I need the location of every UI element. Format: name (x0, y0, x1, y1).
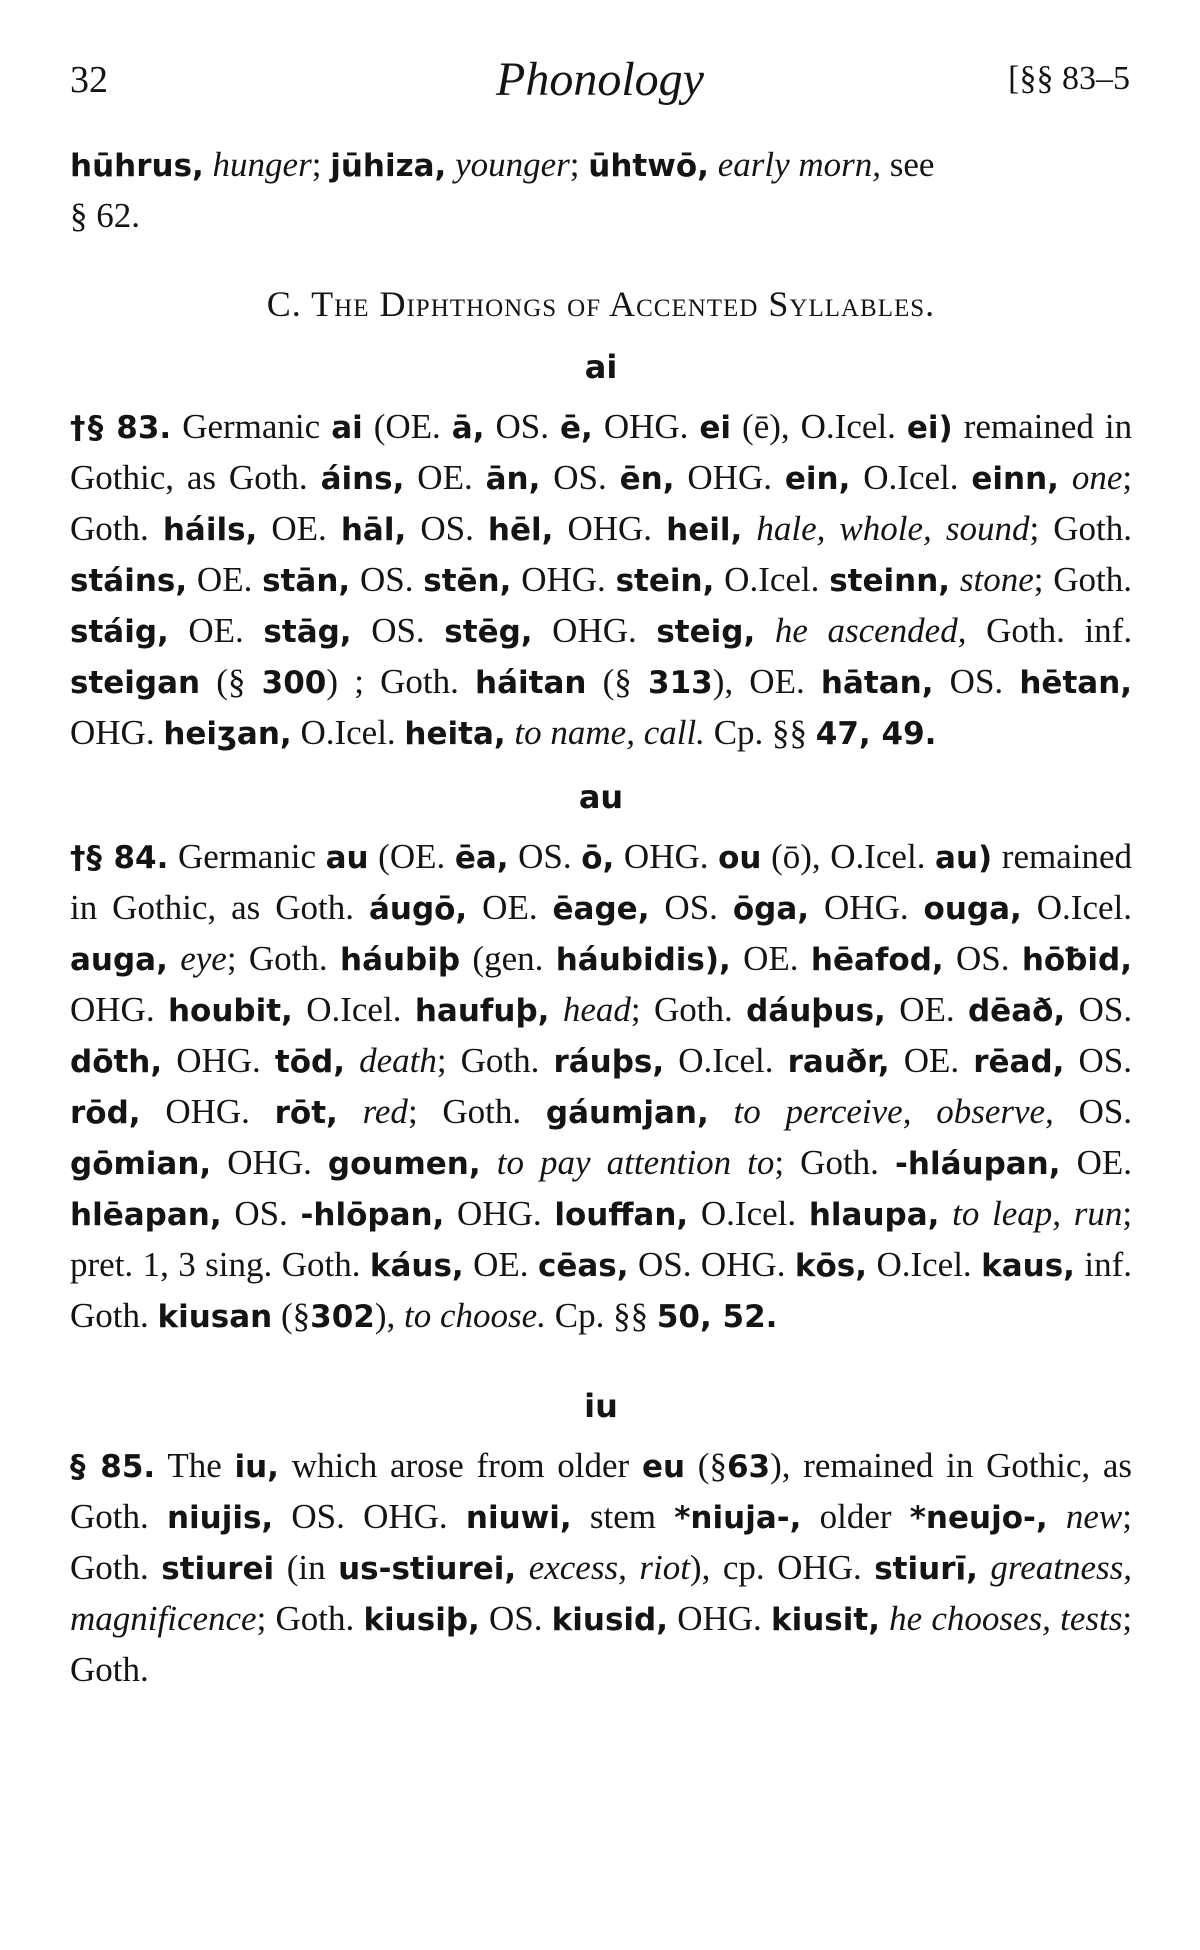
text-run: ; Goth. (774, 1143, 879, 1182)
section-range: [§§ 83–5 (1008, 60, 1130, 97)
text-run: inf. (1084, 611, 1133, 650)
bold-word: ou (718, 840, 762, 876)
italic-gloss: younger (455, 145, 570, 184)
bold-word: kiusid, (551, 1602, 669, 1638)
bold-word: stáins, (70, 563, 188, 599)
text-run: older (819, 1497, 892, 1536)
text-run: Cp. (713, 713, 764, 752)
bold-word: louffan, (554, 1197, 689, 1233)
text-run: OHG. (677, 1599, 762, 1638)
text-run: OHG. (623, 837, 709, 876)
bold-word: ē, (560, 410, 593, 446)
text-run: OE. (1076, 1143, 1133, 1182)
bold-word: háubidis), (555, 942, 731, 978)
text-run: OHG. (552, 611, 637, 650)
bold-word: heil, (666, 512, 743, 548)
bold-word: tōd, (274, 1044, 345, 1080)
bold-word: dēað, (967, 993, 1066, 1029)
italic-gloss: he chooses, tests (889, 1599, 1123, 1638)
bold-word: stān, (262, 563, 351, 599)
text-run: OHG. (70, 713, 155, 752)
bold-word: einn, (971, 461, 1059, 497)
text-run: ; Goth. (407, 1092, 522, 1131)
text-run: OS. (664, 888, 718, 927)
text-run: OS. (553, 458, 607, 497)
bold-word: ēage, (552, 891, 650, 927)
paragraph-83 (70, 402, 1132, 759)
bold-word: goumen, (327, 1146, 481, 1182)
bold-word: kaus, (981, 1248, 1075, 1284)
text-run: O.Icel. (300, 713, 396, 752)
bold-word: ūhtwō, (588, 148, 709, 184)
text-run: (in (286, 1548, 326, 1587)
running-title: Phonology (496, 53, 704, 106)
text-run: Germanic (178, 837, 316, 876)
bold-word: ēn, (619, 461, 675, 497)
bold-word: gōmian, (70, 1146, 212, 1182)
italic-gloss: greatness, magnificence (70, 1548, 1133, 1638)
text-run: OE. (417, 458, 473, 497)
bold-word: háils, (162, 512, 258, 548)
body-text (70, 140, 1132, 1694)
text-run: OHG. (70, 990, 155, 1029)
bold-word: ei (699, 410, 732, 446)
bold-word: 50, 52. (656, 1299, 778, 1335)
text-run: OE. (903, 1041, 960, 1080)
text-run: OS. OHG. (637, 1245, 786, 1284)
text-run: OS. (1078, 1092, 1133, 1131)
italic-gloss: eye (180, 939, 227, 978)
bold-word: stiurī, (874, 1551, 978, 1587)
bold-word: rauðr, (787, 1044, 890, 1080)
bold-word: *niuja-, (674, 1500, 802, 1536)
text-run: ; (311, 145, 322, 184)
text-run: OS. (1078, 1041, 1132, 1080)
text-run: (§ (216, 662, 246, 701)
text-run: OS. (495, 407, 549, 446)
text-run: OS. (518, 837, 572, 876)
bold-word: niujis, (166, 1500, 274, 1536)
text-run: O.Icel. (876, 1245, 972, 1284)
bold-word: stiurei (161, 1551, 275, 1587)
bold-word: houbit, (167, 993, 293, 1029)
bold-word: 47, 49. (815, 716, 937, 752)
page-number: 32 (70, 59, 108, 101)
bold-word: iu, (234, 1449, 279, 1485)
italic-gloss: to pay attention to (496, 1143, 775, 1182)
text-run: §§ (772, 713, 808, 752)
bold-word: hlaupa, (808, 1197, 940, 1233)
bold-word: dáuþus, (746, 993, 886, 1029)
text-run: O.Icel. (306, 990, 402, 1029)
text-run: OS. OHG. (291, 1497, 448, 1536)
text-run: O.Icel. (678, 1041, 774, 1080)
text-run: OE. (899, 990, 955, 1029)
text-run: (gen. (472, 939, 544, 978)
bold-word: steinn, (829, 563, 951, 599)
text-run: OS. (420, 509, 474, 548)
text-run: stem (589, 1497, 657, 1536)
bold-word: cēas, (537, 1248, 629, 1284)
bold-word: hāl, (340, 512, 407, 548)
paragraph-84 (70, 832, 1132, 1342)
text-run: OHG. (687, 458, 772, 497)
bold-word: 300 (261, 665, 327, 701)
text-run: in Gothic, as Goth. (70, 1446, 1133, 1536)
bold-word: gáumjan, (545, 1095, 709, 1131)
bold-word: stáig, (70, 614, 169, 650)
text-run: ; Goth. (1033, 560, 1133, 599)
bold-word: ēa, (454, 840, 509, 876)
bold-word: hlēapan, (70, 1197, 222, 1233)
italic-gloss: hale, whole, sound (756, 509, 1030, 548)
text-run: Cp. §§ (554, 1296, 649, 1335)
text-run: ; Goth. (630, 990, 733, 1029)
bold-word: 63 (726, 1449, 771, 1485)
text-run: ; Goth. (1029, 509, 1133, 548)
text-run: O.Icel. (863, 458, 959, 497)
italic-gloss: excess, (528, 1548, 627, 1587)
text-run: remained in Gothic, as Goth. (70, 407, 1133, 497)
text-run: OE. (482, 888, 538, 927)
bold-word: 302 (310, 1299, 375, 1335)
bold-word: ā, (451, 410, 485, 446)
text-run: OE. (188, 611, 244, 650)
text-run: OS. (1078, 990, 1133, 1029)
bold-word: rōd, (70, 1095, 141, 1131)
text-run: OHG. (521, 560, 606, 599)
text-run: ; Goth. (256, 1599, 355, 1638)
subheading-ai: ai (584, 348, 618, 386)
bold-word: ein, (784, 461, 851, 497)
italic-gloss: hunger (212, 145, 312, 184)
italic-gloss: to leap, run (952, 1194, 1123, 1233)
intro-paragraph (70, 140, 1132, 240)
italic-gloss: he ascended, (774, 611, 967, 650)
bold-word: heita, (404, 716, 506, 752)
text-run: ) ; Goth. (326, 662, 459, 701)
text-run: ; Goth. (226, 939, 328, 978)
bold-word: háitan (475, 665, 587, 701)
bold-word: haufuþ, (414, 993, 550, 1029)
subheading-au: au (578, 778, 624, 816)
bold-word: ouga, (923, 891, 1022, 927)
bold-word: auga, (70, 942, 168, 978)
text-run: O.Icel. (1036, 888, 1132, 927)
text-run: O.Icel. (700, 1194, 797, 1233)
bold-word: rōt, (274, 1095, 338, 1131)
text-run: OS. (488, 1599, 543, 1638)
bold-word: áins, (320, 461, 405, 497)
italic-gloss: to name, call. (514, 713, 705, 752)
subheading-iu: iu (584, 1387, 618, 1425)
italic-gloss: head (562, 990, 631, 1029)
text-run: ; Goth. (70, 458, 1133, 548)
bold-word: *neujo-, (909, 1500, 1048, 1536)
bold-word: háubiþ (340, 942, 461, 978)
text-run: OHG. (165, 1092, 250, 1131)
text-run: (ō), O.Icel. (771, 837, 926, 876)
bold-word: stāg, (263, 614, 352, 650)
text-run: OS. (371, 611, 425, 650)
text-run: remained in Gothic, as Goth. (70, 837, 1133, 927)
text-run: (OE. (373, 407, 441, 446)
bold-word: dōth, (70, 1044, 163, 1080)
italic-gloss: death (359, 1041, 437, 1080)
bold-word: au (325, 840, 369, 876)
bold-word: steig, (656, 614, 756, 650)
bold-word: hēl, (487, 512, 554, 548)
text-run: OHG. (227, 1143, 312, 1182)
text-run: OS. (949, 662, 1004, 701)
bold-word: kiusit, (770, 1602, 880, 1638)
bold-word: káus, (369, 1248, 464, 1284)
text-run: OE. (196, 560, 253, 599)
bold-word: § 85. (70, 1449, 156, 1485)
italic-gloss: riot (639, 1548, 690, 1587)
text-run: see (889, 145, 935, 184)
bold-word: hōƀid, (1021, 942, 1133, 978)
text-run: ), remained (770, 1446, 934, 1485)
text-run: which arose from older (291, 1446, 630, 1485)
text-run: (OE. (378, 837, 446, 876)
text-run: OHG. (457, 1194, 542, 1233)
bold-word: stēn, (423, 563, 512, 599)
italic-gloss: early morn, (717, 145, 881, 184)
bold-word: ei) (906, 410, 953, 446)
text-run: OHG. (603, 407, 689, 446)
text-run: § 62. (70, 196, 140, 235)
bold-word: jūhiza, (330, 148, 447, 184)
bold-word: hētan, (1019, 665, 1133, 701)
bold-word: -hláupan, (895, 1146, 1061, 1182)
bold-word: stēg, (444, 614, 533, 650)
italic-gloss: one (1071, 458, 1123, 497)
bold-word: 313 (648, 665, 713, 701)
text-run: OHG. (824, 888, 909, 927)
bold-word: áugō, (368, 891, 468, 927)
text-run: OS. (234, 1194, 288, 1233)
italic-gloss: to choose. (404, 1296, 546, 1335)
bold-word: heiʒan, (163, 716, 292, 752)
text-run: OS. (956, 939, 1010, 978)
page-header (70, 52, 1130, 112)
text-run: Goth. (986, 611, 1065, 650)
text-run: OHG. (567, 509, 653, 548)
text-run: inf. Goth. (70, 1245, 1133, 1335)
text-run: ), OE. (712, 662, 805, 701)
text-run: The (167, 1446, 222, 1485)
bold-word: hūhrus, (70, 148, 204, 184)
bold-word: us-stiurei, (338, 1551, 517, 1587)
text-run: OHG. (176, 1041, 261, 1080)
bold-word: hēafod, (810, 942, 944, 978)
bold-word: niuwi, (465, 1500, 572, 1536)
section-heading: C. The Diphthongs of Accented Syllables. (266, 284, 936, 324)
bold-word: ai (331, 410, 363, 446)
text-run: OE. (473, 1245, 529, 1284)
bold-word: eu (641, 1449, 686, 1485)
text-run: O.Icel. (724, 560, 820, 599)
bold-word: stein, (615, 563, 715, 599)
bold-word: †§ 84. (70, 840, 169, 876)
text-run: ; Goth. (70, 1497, 1132, 1587)
text-run: (§ (602, 662, 632, 701)
text-run: ; pret. 1, 3 sing. Goth. (70, 1194, 1133, 1284)
bold-word: ān, (485, 461, 541, 497)
text-run: OE. (271, 509, 327, 548)
bold-word: ráuþs, (553, 1044, 665, 1080)
text-run: Germanic (182, 407, 321, 446)
text-run: ; (569, 145, 580, 184)
bold-word: rēad, (973, 1044, 1065, 1080)
text-run: OE. (743, 939, 799, 978)
italic-gloss: to perceive, observe, (733, 1092, 1054, 1131)
text-run: ; Goth. (436, 1041, 540, 1080)
italic-gloss: red (362, 1092, 408, 1131)
text-run: ; Goth. (70, 1599, 1133, 1689)
bold-word: steigan (70, 665, 201, 701)
bold-word: kiusan (157, 1299, 273, 1335)
bold-word: kiusiþ, (363, 1602, 480, 1638)
bold-word: au) (935, 840, 993, 876)
text-run: ), cp. OHG. (689, 1548, 862, 1587)
italic-gloss: new (1065, 1497, 1123, 1536)
text-run: OS. (359, 560, 414, 599)
bold-word: ō, (581, 840, 615, 876)
text-run: (§ (281, 1296, 311, 1335)
bold-word: -hlōpan, (300, 1197, 445, 1233)
italic-gloss: stone (959, 560, 1034, 599)
bold-word: hātan, (820, 665, 934, 701)
text-run: (§ (697, 1446, 727, 1485)
text-run: (ē), O.Icel. (742, 407, 896, 446)
paragraph-85 (70, 1441, 1132, 1694)
bold-word: ōga, (732, 891, 810, 927)
bold-word: †§ 83. (70, 410, 172, 446)
bold-word: kōs, (794, 1248, 868, 1284)
text-run: ), (374, 1296, 396, 1335)
